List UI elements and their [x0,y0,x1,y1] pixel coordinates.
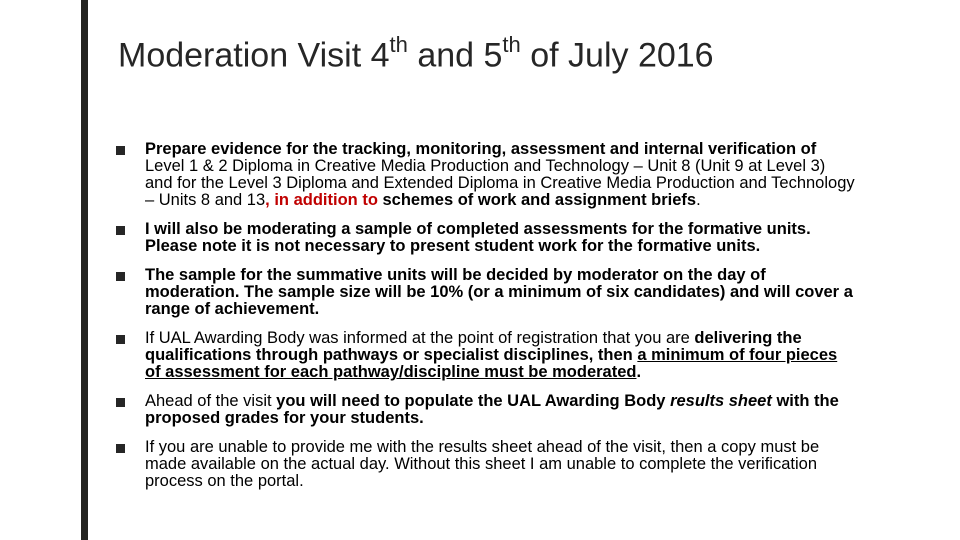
bullet-text-segment: Ahead of the visit [145,392,277,410]
bullet-text-segment: results sheet [670,392,772,410]
bullet-square-icon [116,226,125,235]
slide-side-bar [0,0,86,540]
title-superscript: th [502,32,521,57]
bullet-text-segment: If UAL Awarding Body was informed at the point of registration that you are [145,329,695,347]
title-part: of July 2016 [520,36,714,75]
bullet-text-segment: you will need to populate the UAL Awarding Body [276,392,671,410]
bullet-text-segment: schemes of work and assignment briefs [382,191,697,209]
bullet-item [116,141,856,209]
bullet-square-icon [116,444,125,453]
bullet-text-segment: with the proposed grades for your students. [145,392,839,427]
bullet-square-icon [116,146,125,155]
bullet-text-segment: If you are unable to provide me with the results sheet ahead of the visit, then a copy must be made available on the actual day. Without this sheet I am unable to complete the verification process on the portal. [145,438,820,490]
slide-title [118,34,714,75]
bullet-text-segment: . [696,191,701,209]
bullet-square-icon [116,398,125,407]
bullet-text-segment: delivering the qualifications through pathways or specialist disciplines, then [145,329,802,364]
title-part: Moderation Visit 4 [118,36,390,75]
bullet-text-segment: Prepare evidence for the tracking, monitoring, assessment and internal verification of [145,140,817,158]
bullet-square-icon [116,272,125,281]
slide-accent-stripe [81,0,88,540]
bullet-text-segment: Level 1 & 2 Diploma in Creative Media Production and Technology – Unit 8 (Unit 9 at Level 3) and for the Level 3 Diploma and Extended Diploma in Creative Media Production and Technology – Units 8 and 13 [145,157,855,209]
title-superscript: th [389,32,408,57]
bullet-text-segment: , in addition to [265,191,383,209]
bullet-item [116,330,856,381]
bullet-item [116,221,856,255]
bullet-text-segment: I will also be moderating a sample of completed assessments for the formative units. Please note it is not necessary to present student work for the formative units. [145,220,811,255]
bullet-text-segment: . [636,363,642,381]
bullet-item [116,267,856,318]
bullet-text-segment: The sample for the summative units will be decided by moderator on the day of moderation. The sample size will be 10% (or a minimum of six candidates) and will cover a range of achievement. [145,266,853,318]
bullet-text-segment: a minimum of four pieces of assessment for each pathway/discipline must be moderated [145,346,838,381]
bullet-list [116,141,856,492]
bullet-square-icon [116,335,125,344]
title-part: and 5 [407,36,503,75]
bullet-item [116,393,856,427]
bullet-item [116,439,856,490]
